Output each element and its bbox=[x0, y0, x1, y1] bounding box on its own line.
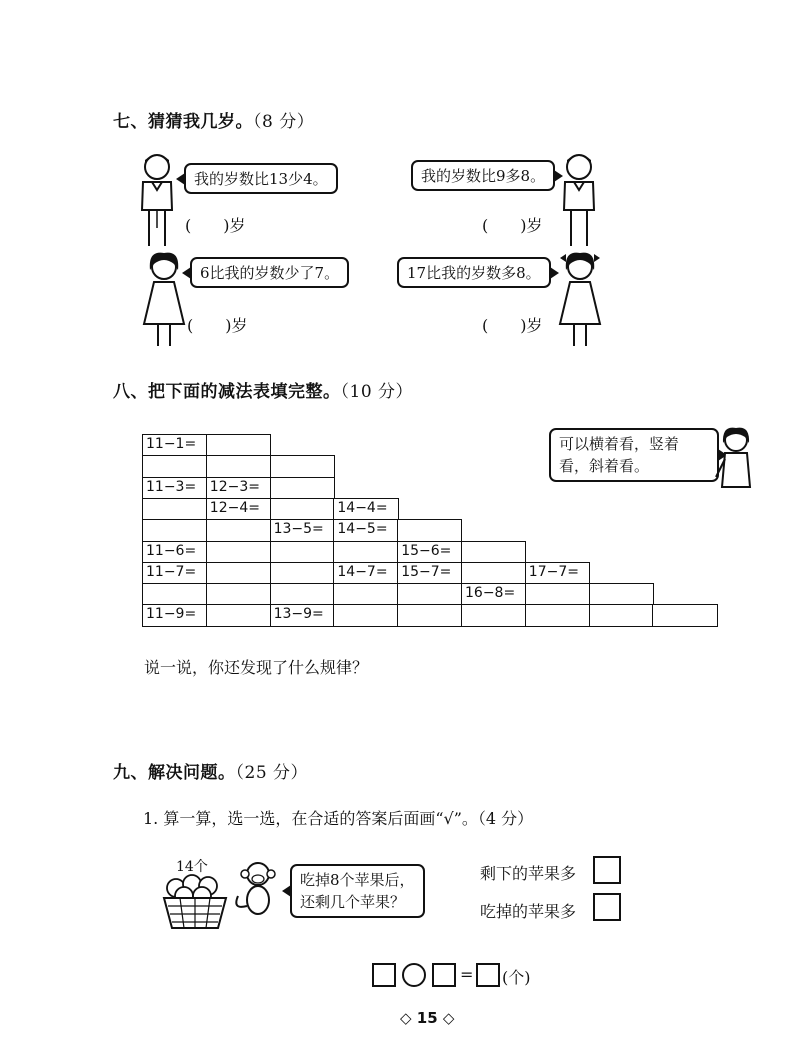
section9-heading: 九、解决问题。（25 分） bbox=[113, 763, 309, 783]
girl-figure-icon bbox=[556, 250, 604, 350]
option-eaten-checkbox[interactable] bbox=[593, 893, 621, 921]
table-cell-filled: 11−7= bbox=[142, 562, 207, 585]
table-cell-blank[interactable] bbox=[397, 604, 462, 627]
table-cell-blank[interactable] bbox=[206, 562, 271, 585]
table-cell-blank[interactable] bbox=[270, 455, 335, 478]
table-cell-blank[interactable] bbox=[206, 604, 271, 627]
tip-bubble: 可以横着看，竖着 看，斜着看。 bbox=[549, 428, 719, 482]
age-blank-4[interactable]: ( )岁 bbox=[482, 316, 543, 335]
table-cell-filled: 15−6= bbox=[397, 541, 462, 564]
apple-basket-icon bbox=[162, 872, 228, 930]
option-remaining-checkbox[interactable] bbox=[593, 856, 621, 884]
speech-bubble-2: 我的岁数比9多8。 bbox=[411, 160, 555, 191]
operator-circle[interactable] bbox=[402, 963, 426, 987]
equation-box-2[interactable] bbox=[432, 963, 456, 987]
table-cell-blank[interactable] bbox=[270, 541, 335, 564]
equals-sign: = bbox=[460, 965, 474, 984]
page-number: ◇ 15 ◇ bbox=[400, 1009, 455, 1027]
speech-bubble-3: 6比我的岁数少了7。 bbox=[190, 257, 349, 288]
apples-count-label: 14个 bbox=[176, 859, 208, 875]
question-1: 1. 算一算，选一选，在合适的答案后面画“√”。（4 分） bbox=[143, 809, 534, 828]
table-cell-blank[interactable] bbox=[397, 583, 462, 606]
table-cell-filled: 12−4= bbox=[206, 498, 271, 521]
table-cell-filled: 17−7= bbox=[525, 562, 590, 585]
table-cell-blank[interactable] bbox=[270, 477, 335, 500]
table-cell-filled: 11−1= bbox=[142, 434, 207, 457]
table-cell-blank[interactable] bbox=[652, 604, 717, 627]
girl-teacher-icon bbox=[714, 425, 758, 491]
table-cell-blank[interactable] bbox=[142, 455, 207, 478]
table-cell-blank[interactable] bbox=[397, 519, 462, 542]
table-cell-blank[interactable] bbox=[142, 519, 207, 542]
table-cell-blank[interactable] bbox=[461, 562, 526, 585]
table-cell-filled: 14−5= bbox=[333, 519, 398, 542]
table-cell-filled: 16−8= bbox=[461, 583, 526, 606]
option-eaten-label: 吃掉的苹果多 bbox=[480, 902, 577, 921]
table-cell-blank[interactable] bbox=[206, 541, 271, 564]
table-cell-blank[interactable] bbox=[333, 541, 398, 564]
table-cell-filled: 14−7= bbox=[333, 562, 398, 585]
table-cell-filled: 13−9= bbox=[270, 604, 335, 627]
table-cell-filled: 15−7= bbox=[397, 562, 462, 585]
table-cell-blank[interactable] bbox=[333, 604, 398, 627]
girl-figure-icon bbox=[140, 250, 188, 350]
table-cell-filled: 12−3= bbox=[206, 477, 271, 500]
section7-heading: 七、猜猜我几岁。（8 分） bbox=[113, 112, 315, 132]
age-blank-3[interactable]: ( )岁 bbox=[187, 316, 248, 335]
boy-figure-icon bbox=[134, 150, 180, 250]
table-cell-blank[interactable] bbox=[525, 604, 590, 627]
table-cell-blank[interactable] bbox=[589, 604, 654, 627]
table-cell-filled: 11−3= bbox=[142, 477, 207, 500]
option-remaining-label: 剩下的苹果多 bbox=[480, 864, 577, 883]
table-cell-filled: 13−5= bbox=[270, 519, 335, 542]
table-cell-blank[interactable] bbox=[589, 583, 654, 606]
monkey-icon bbox=[232, 860, 282, 920]
table-cell-filled: 11−9= bbox=[142, 604, 207, 627]
table-cell-blank[interactable] bbox=[270, 498, 335, 521]
monkey-speech-bubble: 吃掉8个苹果后， 还剩几个苹果？ bbox=[290, 864, 425, 918]
unit-label: (个) bbox=[502, 968, 531, 987]
speech-bubble-4: 17比我的岁数多8。 bbox=[397, 257, 551, 288]
section8-heading: 八、把下面的减法表填完整。（10 分） bbox=[113, 382, 414, 402]
equation-box-result[interactable] bbox=[476, 963, 500, 987]
speech-bubble-1: 我的岁数比13少4。 bbox=[184, 163, 338, 194]
table-cell-blank[interactable] bbox=[206, 455, 271, 478]
table-cell-blank[interactable] bbox=[270, 562, 335, 585]
age-blank-2[interactable]: ( )岁 bbox=[482, 216, 543, 235]
table-cell-blank[interactable] bbox=[206, 583, 271, 606]
table-cell-blank[interactable] bbox=[270, 583, 335, 606]
boy-figure-icon bbox=[556, 150, 602, 250]
subtraction-table bbox=[142, 434, 716, 626]
table-cell-blank[interactable] bbox=[142, 498, 207, 521]
table-cell-blank[interactable] bbox=[142, 583, 207, 606]
table-cell-filled: 11−6= bbox=[142, 541, 207, 564]
table-cell-blank[interactable] bbox=[333, 583, 398, 606]
table-cell-blank[interactable] bbox=[525, 583, 590, 606]
age-blank-1[interactable]: ( )岁 bbox=[185, 216, 246, 235]
table-cell-filled: 14−4= bbox=[333, 498, 398, 521]
table-cell-blank[interactable] bbox=[461, 541, 526, 564]
pattern-question: 说一说，你还发现了什么规律？ bbox=[144, 658, 369, 677]
table-cell-blank[interactable] bbox=[206, 434, 271, 457]
table-cell-blank[interactable] bbox=[206, 519, 271, 542]
table-cell-blank[interactable] bbox=[461, 604, 526, 627]
equation-box-1[interactable] bbox=[372, 963, 396, 987]
